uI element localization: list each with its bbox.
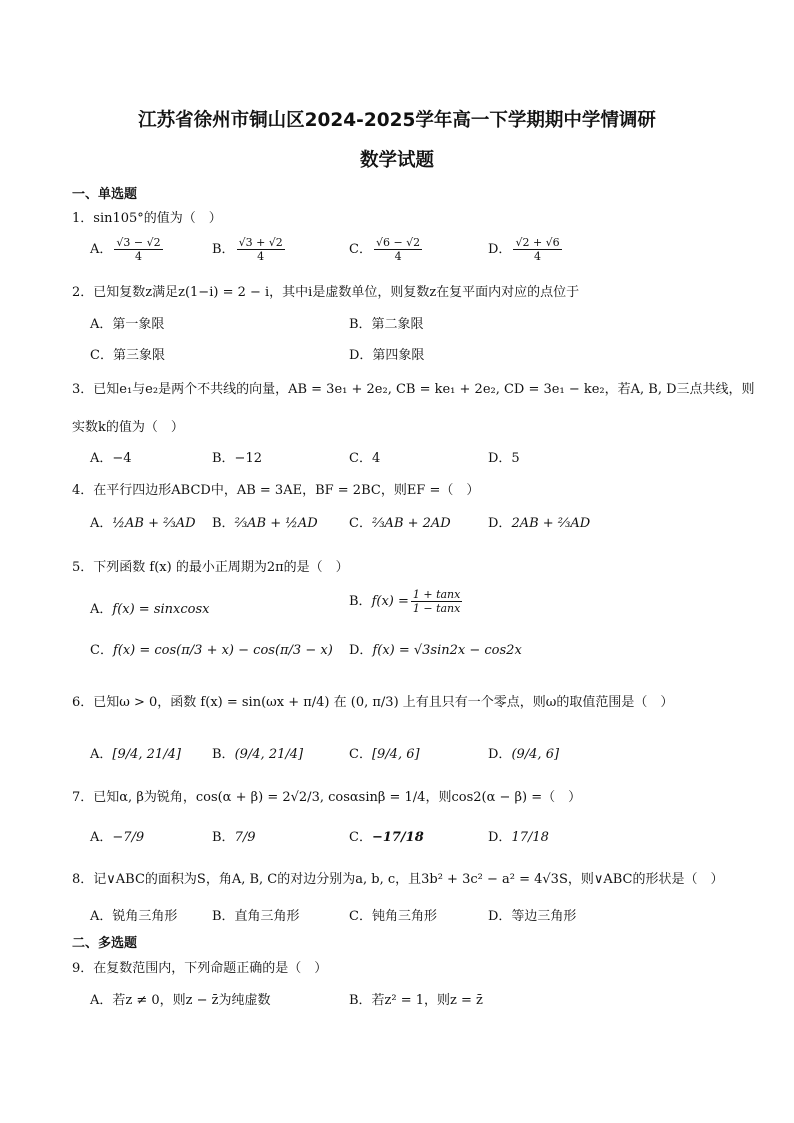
q6-option-b: B．(9/4, 21/4] [212,747,304,762]
question-2: 2．已知复数z满足z(1−i) = 2 − i，其中i是虚数单位，则复数z在复平面内对应的点位于 [72,285,580,300]
q7-option-b: B．7/9 [212,830,256,845]
q1-option-b: B． $\frac{√3 + √2}{4}$ [212,236,283,264]
q8-option-d: D．等边三角形 [488,909,577,924]
question-6: 6．已知ω > 0，函数 f(x) = sin(ωx + π/4) 在 (0, π/3) 上有且只有一个零点，则ω的取值范围是（ ） [72,695,674,710]
q3-option-b: B．−12 [212,451,262,466]
q6-option-d: D．(9/4, 6] [488,747,560,762]
page-title: 江苏省徐州市铜山区2024-2025学年高一下学期期中学情调研 [138,110,656,131]
q5-option-c: C．f(x) = cos(π/3 + x) − cos(π/3 − x) [90,643,333,658]
q9-option-b: B．若z² = 1，则z = z̄ [349,993,483,1008]
q1-option-a: A． $\frac{√3 - √2}{4}$ [90,236,161,264]
question-3-line-2: 实数k的值为（ ） [72,420,184,435]
section-multiple-choice: 二、多选题 [72,936,138,951]
question-3-line-1: 3．已知e₁与e₂是两个不共线的向量，AB = 3e₁ + 2e₂, CB = ke₁ + 2e₂, CD = 3e₁ − ke₂，若A, B, D三点共线，则 [72,382,755,397]
question-9: 9．在复数范围内，下列命题正确的是（ ） [72,961,328,976]
q4-option-b: B．⅔AB + ½AD [212,516,318,531]
question-1: 1．sin105°的值为（ ） [72,211,222,226]
q2-option-a: A．第一象限 [90,317,165,332]
q6-option-a: A．[9/4, 21/4] [90,747,181,762]
q9-option-a: A．若z ≠ 0，则z − z̄为纯虚数 [90,993,271,1008]
q4-option-a: A．½AB + ⅔AD [90,516,196,531]
page-subtitle: 数学试题 [359,150,434,171]
section-single-choice: 一、单选题 [72,187,138,202]
q3-option-a: A．−4 [90,451,132,466]
q2-option-b: B．第二象限 [349,317,424,332]
q5-option-b: B．f(x) = $\frac{1 + \tan x}{1 - \tan x}$ [349,588,461,616]
q1-option-c: C． $\frac{√6 - √2}{4}$ [349,236,421,264]
q1-option-d: D． $\frac{√2 + √6}{4}$ [488,236,560,264]
q5-option-d: D．f(x) = √3sin2x − cos2x [349,643,522,658]
q3-option-c: C．4 [349,451,381,466]
q7-option-a: A．−7/9 [90,830,145,845]
q3-option-d: D．5 [488,451,520,466]
question-5: 5．下列函数 f(x) 的最小正周期为2π的是（ ） [72,560,349,575]
q6-option-c: C．[9/4, 6] [349,747,420,762]
q2-option-d: D．第四象限 [349,348,425,363]
q5-option-a: A．f(x) = sinxcosx [90,602,210,617]
q2-option-c: C．第三象限 [90,348,165,363]
q8-option-b: B．直角三角形 [212,909,300,924]
question-4: 4．在平行四边形ABCD中，AB = 3AE，BF = 2BC，则EF =（ ） [72,483,480,498]
q4-option-c: C．⅔AB + 2AD [349,516,451,531]
q7-option-c: C．−17/18 [349,830,424,845]
q8-option-c: C．钝角三角形 [349,909,437,924]
q1-expr: sin105° [93,211,144,226]
q8-option-a: A．锐角三角形 [90,909,178,924]
question-7: 7．已知α, β为锐角，cos(α + β) = 2√2/3, cosαsinβ = 1/4，则cos2(α − β) =（ ） [72,790,582,805]
q7-option-d: D．17/18 [488,830,549,845]
q4-option-d: D．2AB + ⅔AD [488,516,591,531]
question-8: 8．记∨ABC的面积为S，角A, B, C的对边分别为a, b, c，且3b² + 3c² − a² = 4√3S，则∨ABC的形状是（ ） [72,872,724,887]
